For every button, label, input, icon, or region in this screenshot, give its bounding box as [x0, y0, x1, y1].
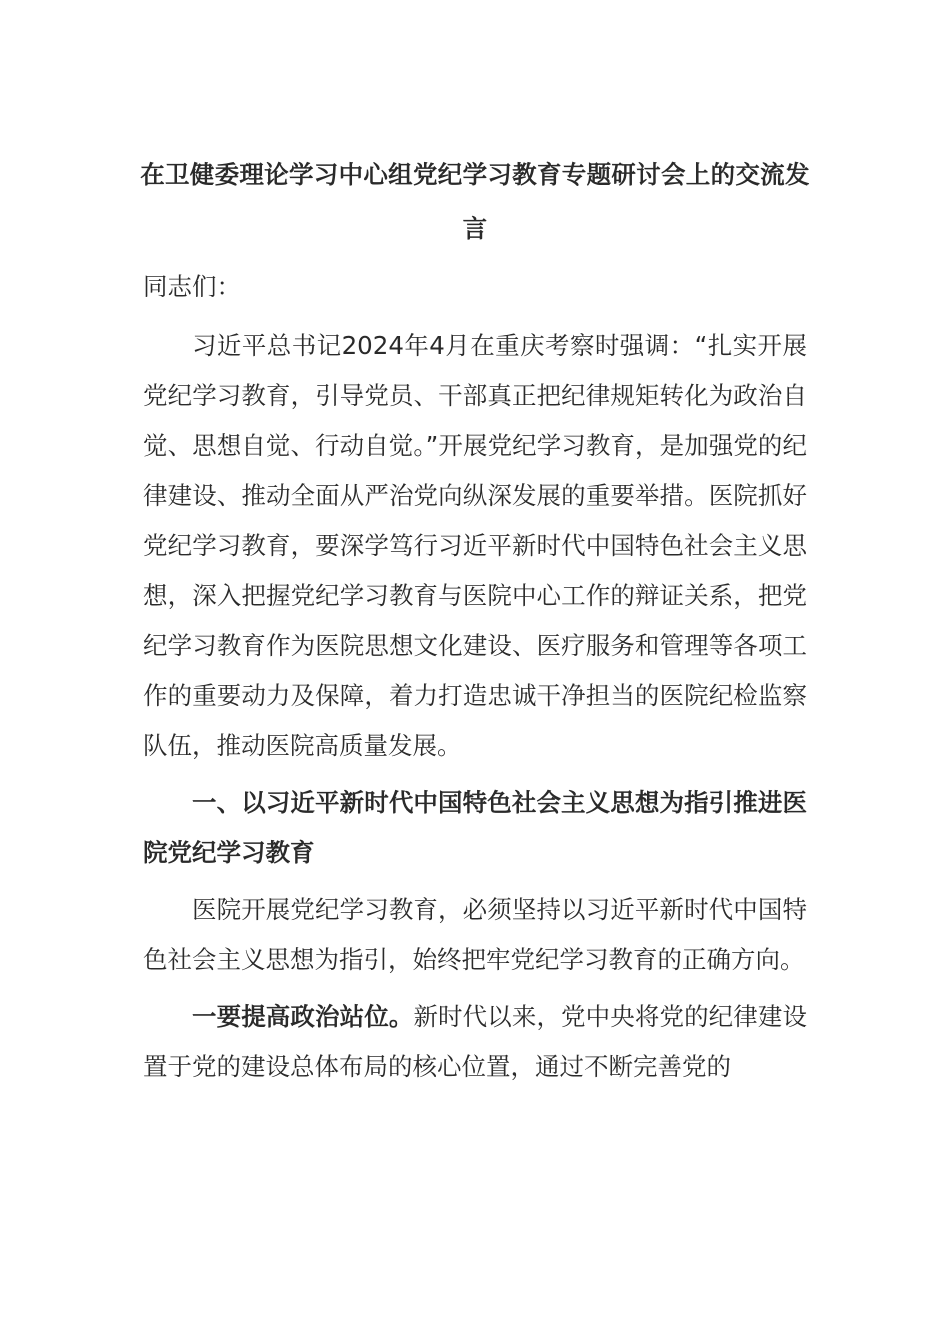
document-title: 在卫健委理论学习中心组党纪学习教育专题研讨会上的交流发言	[140, 160, 810, 243]
section-heading-1: 一、以习近平新时代中国特色社会主义思想为指引推进医院党纪学习教育	[143, 788, 807, 867]
document-page	[140, 148, 810, 1099]
point-1-paragraph	[143, 992, 807, 1092]
point-1-text: 新时代以来，党中央将党的纪律建设置于党的建设总体布局的核心位置，通过不断完善党的	[143, 1002, 807, 1081]
intro-paragraph: 习近平总书记2024年4月在重庆考察时强调：“扎实开展党纪学习教育，引导党员、干部真正把纪律规矩转化为政治自觉、思想自觉、行动自觉。”开展党纪学习教育，是加强党的纪律建设、推动全面从严治党向纵深发展的重要举措。医院抓好党纪学习教育，要深学笃行习近平新时代中国特色社会主义思想，深入把握党纪学习教育与医院中心工作的辩证关系，把党纪学习教育作为医院思想文化建设、医疗服务和管理等各项工作的重要动力及保障，着力打造忠诚干净担当的医院纪检监察队伍，推动医院高质量发展。	[143, 331, 807, 760]
point-1-lead: 一要提高政治站位。	[192, 1002, 414, 1031]
greeting: 同志们：	[143, 272, 241, 301]
section-1-paragraph: 医院开展党纪学习教育，必须坚持以习近平新时代中国特色社会主义思想为指引，始终把牢党纪学习教育的正确方向。	[143, 895, 807, 974]
